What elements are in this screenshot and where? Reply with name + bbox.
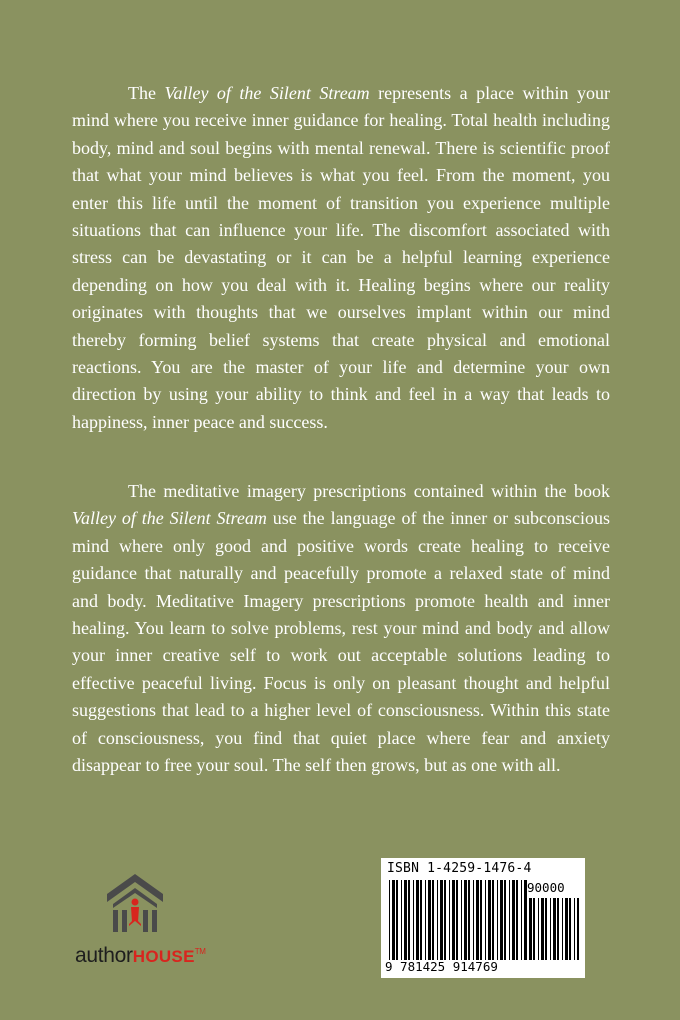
barcode-bar <box>512 880 515 960</box>
barcode-bar <box>476 880 479 960</box>
house-book-logo-icon <box>103 868 167 936</box>
barcode-bar <box>449 880 450 960</box>
barcode-bar <box>464 880 467 960</box>
barcode-bar <box>425 880 426 960</box>
barcode-bar <box>420 880 422 960</box>
barcode-bar <box>408 880 410 960</box>
barcode-bar <box>557 898 559 960</box>
barcode-bar <box>500 880 503 960</box>
description-paragraph-1 <box>72 80 610 436</box>
barcode-bar <box>473 880 474 960</box>
barcode-bar <box>553 898 556 960</box>
barcode-bar <box>392 880 395 960</box>
trademark-mark: TM <box>194 947 206 956</box>
barcode-bar <box>456 880 458 960</box>
barcode-bar <box>574 898 575 960</box>
barcode-bar <box>516 880 518 960</box>
barcode-bar <box>550 898 551 960</box>
barcode-bar <box>492 880 494 960</box>
barcode-bar <box>440 880 443 960</box>
barcode-bar <box>480 880 482 960</box>
barcode-bar <box>565 898 568 960</box>
barcode-bar <box>504 880 506 960</box>
publisher-name-author: author <box>75 944 133 967</box>
isbn-barcode <box>381 858 585 978</box>
barcode-bar <box>416 880 419 960</box>
barcode-bar <box>437 880 438 960</box>
barcode-bar <box>538 898 539 960</box>
barcode-bar <box>432 880 434 960</box>
barcode-bar <box>488 880 491 960</box>
barcode-bar <box>461 880 462 960</box>
paragraph-1-lead: The <box>128 83 165 103</box>
barcode-bar <box>485 880 486 960</box>
barcode-bar <box>396 880 398 960</box>
barcode-bar <box>401 880 402 960</box>
description-paragraph-2 <box>72 478 610 779</box>
paragraph-1-body: represents a place within your mind where you receive inner guidance for healing. Total health including body, mind and soul begins with mental renewal. There is scientific proof that what your mind believes is what you feel. From the moment, you enter this life until the moment of transition you experience multiple situations that can influence your life. The discomfort associated with stress can be devastating or it can be a helpful learning experience depending on how you deal with it. Healing begins where our reality originates with thoughts that we ourselves implant within our mind thereby forming belief systems that create physical and emotional reactions. You are the master of your life and determine your own direction by using your ability to think and feel in a way that leads to happiness, inner peace and success. <box>72 83 611 432</box>
barcode-bar <box>562 898 563 960</box>
book-title-italic: Valley of the Silent Stream <box>72 508 267 529</box>
barcode-bar <box>509 880 510 960</box>
barcode-bar <box>569 898 571 960</box>
barcode-bar <box>529 898 532 960</box>
barcode-bar <box>524 880 527 960</box>
paragraph-2-body: use the language of the inner or subconscious mind where only good and positive words create healing to receive guidance that naturally and peacefully promote a relaxed state of mind and body. Meditative Imagery prescriptions promote health and inner healing. You learn to solve problems, rest your mind and body and allow your inner creative self to work out acceptable solutions leading to effective peaceful living. Focus is only on pleasant thought and helpful suggestions that lead to a higher level of consciousness. Within this state of consciousness, you find that quiet place where fear and anxiety disappear to free your soul. The self then grows, but as one with all. <box>72 508 610 776</box>
barcode-bar <box>413 880 414 960</box>
price-code: 90000 <box>527 880 565 895</box>
barcode-bar <box>545 898 547 960</box>
barcode-bar <box>468 880 470 960</box>
book-title-italic: Valley of the Silent Stream <box>164 83 370 103</box>
publisher-logo <box>75 868 225 978</box>
barcode-bar <box>541 898 544 960</box>
ean-digits: 9 781425 914769 <box>385 959 498 974</box>
barcode-bar <box>533 898 535 960</box>
barcode-bar <box>452 880 455 960</box>
barcode-bar <box>577 898 579 960</box>
barcode-bar <box>404 880 407 960</box>
publisher-name-house: HOUSE <box>132 947 195 966</box>
barcode-bar <box>497 880 498 960</box>
publisher-wordmark <box>75 944 206 968</box>
barcode-bar <box>444 880 446 960</box>
isbn-label: ISBN 1-4259-1476-4 <box>387 861 532 876</box>
barcode-bar <box>521 880 522 960</box>
barcode-bar <box>428 880 431 960</box>
paragraph-2-lead: The meditative imagery prescriptions contained within the book <box>128 481 610 501</box>
barcode-bar <box>389 880 390 960</box>
